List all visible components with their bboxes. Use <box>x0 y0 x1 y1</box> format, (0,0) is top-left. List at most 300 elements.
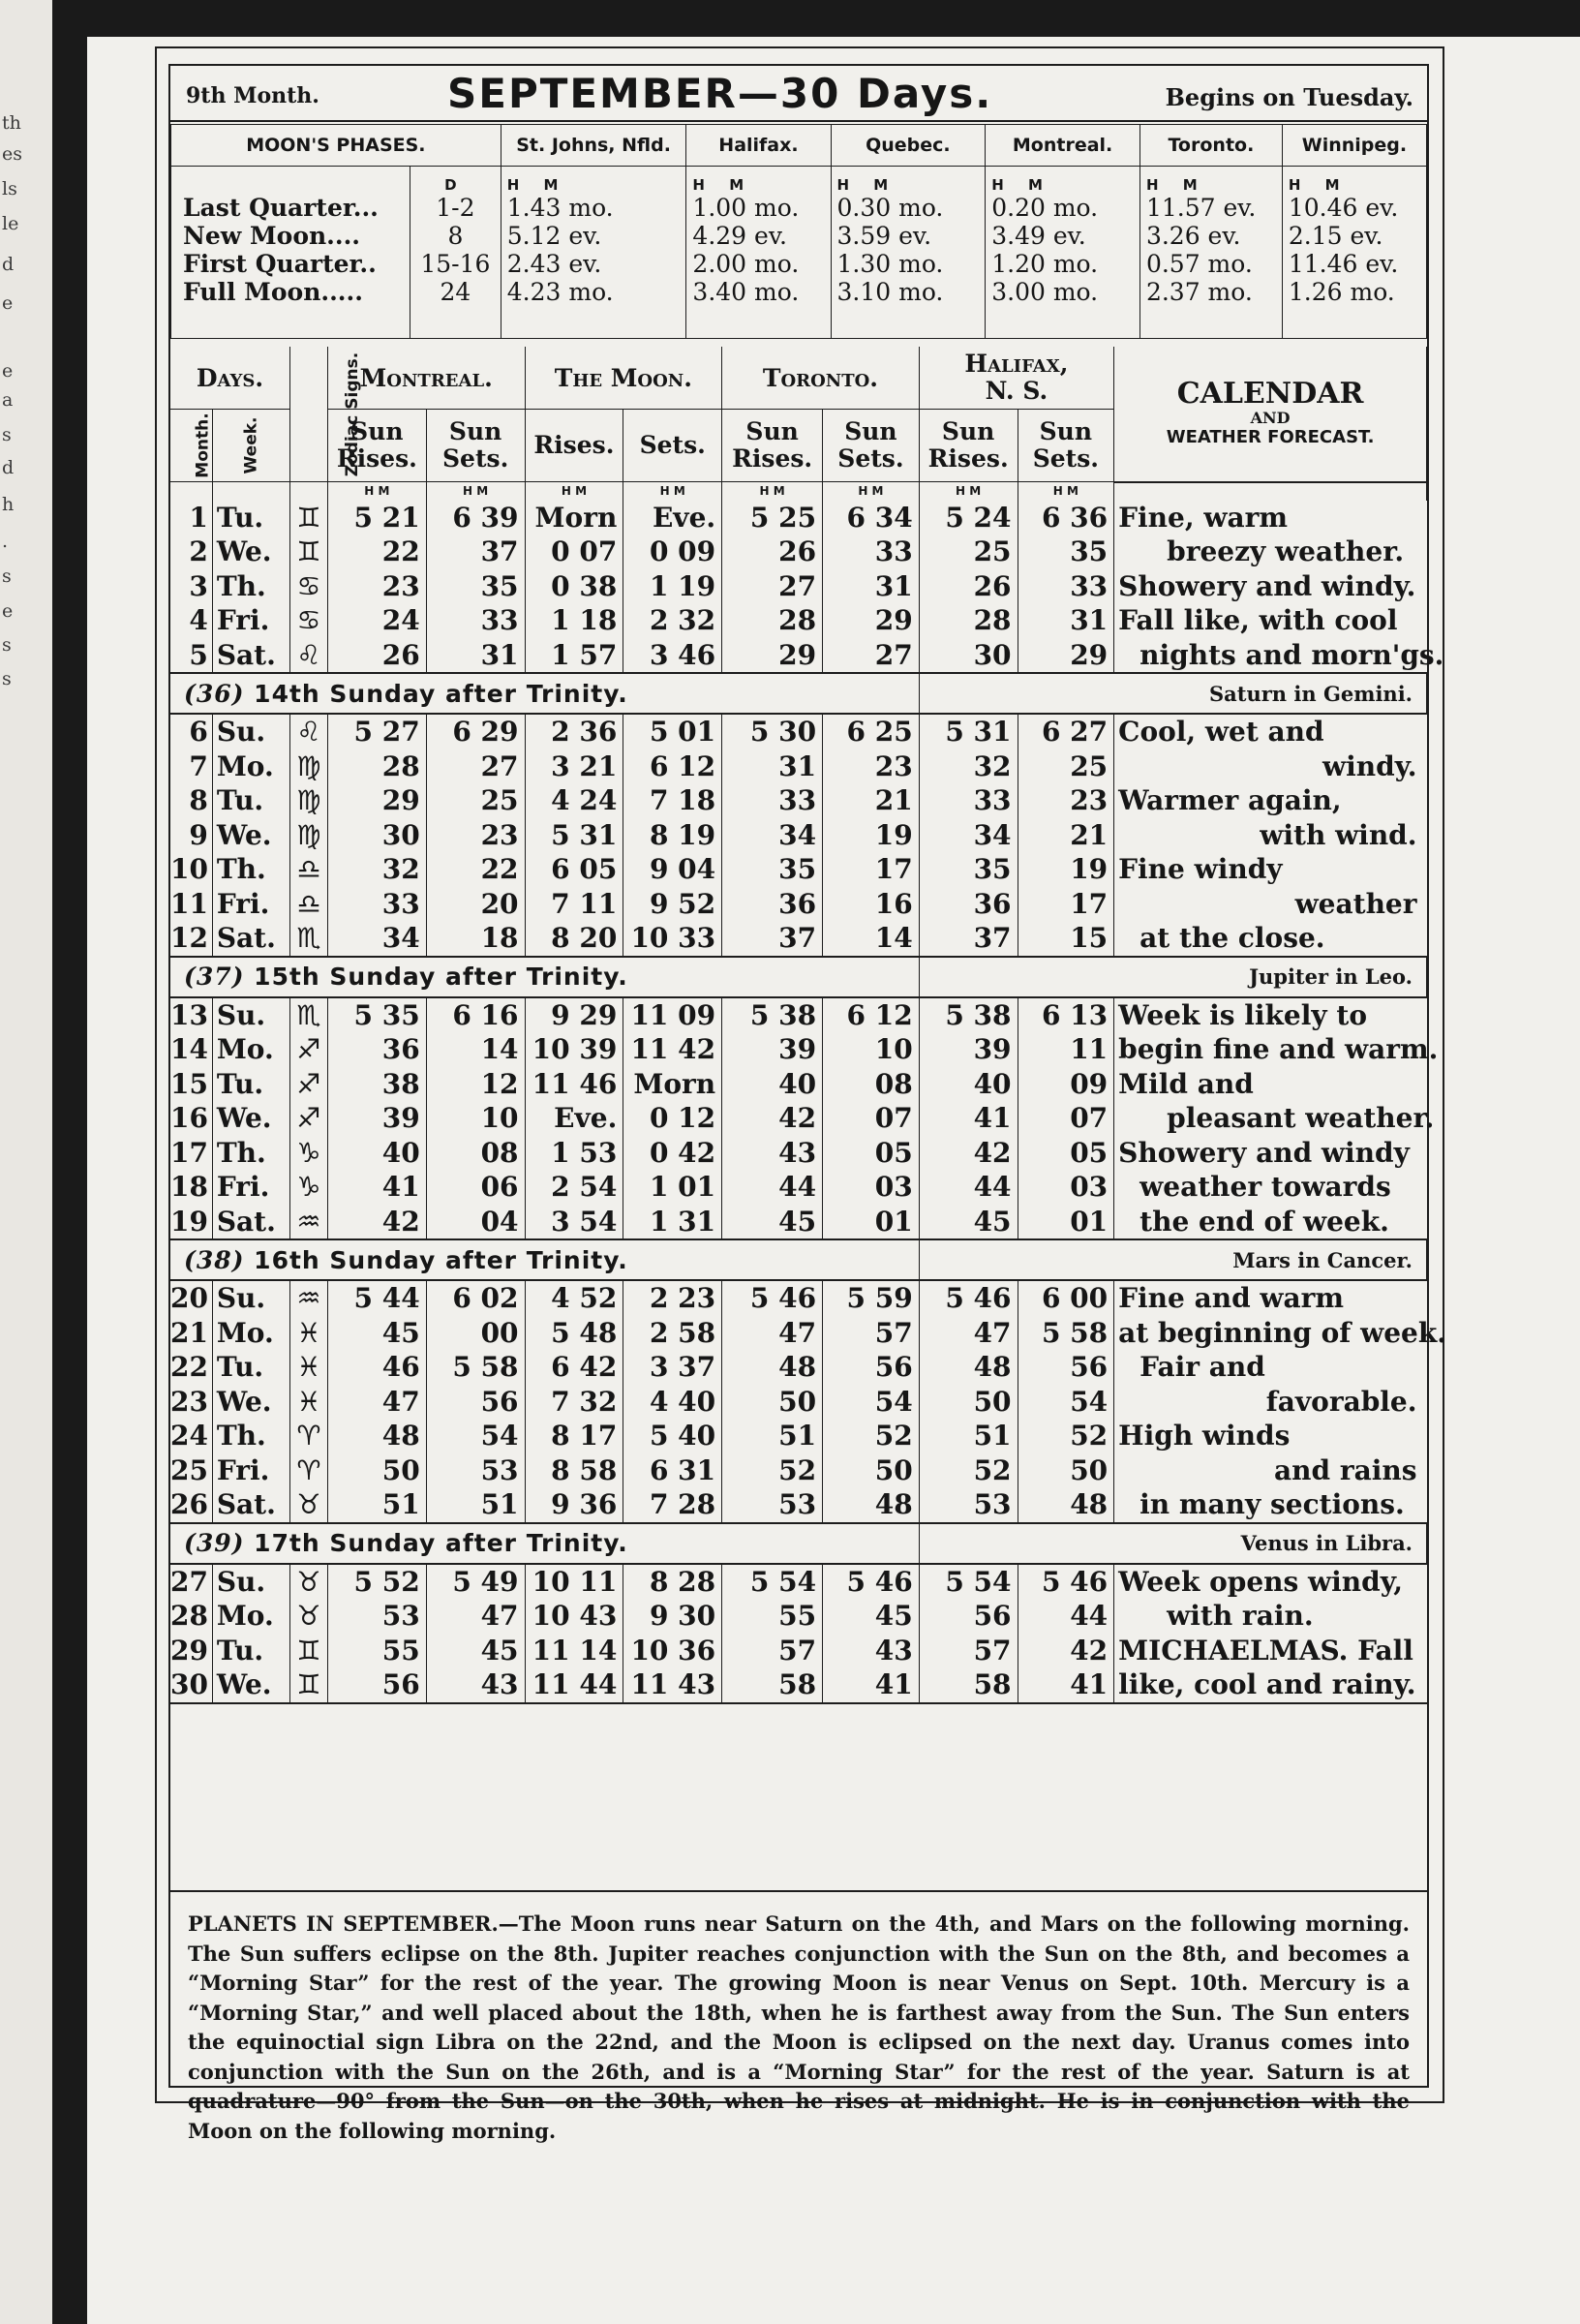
week-day: Sat. <box>212 921 289 957</box>
month-day: 30 <box>170 1667 212 1703</box>
phase-day: 24 <box>440 278 471 306</box>
phase-time: 1.30 mo. <box>836 250 944 278</box>
planet-note: Jupiter in Leo. <box>919 957 1426 997</box>
month-day-header: Month. <box>170 410 212 482</box>
montreal-sun-rise: 51 <box>327 1487 426 1523</box>
planets-heading: PLANETS IN SEPTEMBER. <box>188 1911 499 1936</box>
toronto-sun-set: 29 <box>823 603 920 638</box>
adjacent-page-fragment: . <box>2 531 9 552</box>
weather-forecast: like, cool and rainy. <box>1114 1667 1427 1703</box>
montreal-sun-set: 14 <box>426 1032 525 1067</box>
moon-set: 8 19 <box>623 818 722 853</box>
zodiac-sign: ♐ <box>289 1032 327 1067</box>
week-day: We. <box>212 1385 289 1420</box>
toronto-sun-set: 57 <box>823 1316 920 1351</box>
month-day: 3 <box>170 569 212 604</box>
montreal-sun-set: 43 <box>426 1667 525 1703</box>
halifax-sun-sets-header: Sun Sets. <box>1018 410 1114 482</box>
month-day: 27 <box>170 1564 212 1600</box>
week-day: Mo. <box>212 1316 289 1351</box>
halifax-sun-rise: 52 <box>919 1453 1018 1488</box>
week-day: We. <box>212 535 289 569</box>
zodiac-sign: ♎ <box>289 887 327 922</box>
city-header: Montreal. <box>986 125 1140 167</box>
toronto-sun-rise: 51 <box>722 1419 823 1453</box>
moon-set: 6 31 <box>623 1453 722 1488</box>
halifax-sun-set: 15 <box>1018 921 1114 957</box>
moon-set: 2 32 <box>623 603 722 638</box>
week-day: We. <box>212 818 289 853</box>
montreal-sun-rise: 34 <box>327 921 426 957</box>
toronto-sun-rise: 50 <box>722 1385 823 1420</box>
adjacent-page-fragment: s <box>2 668 12 689</box>
zodiac-sign: ♊ <box>289 1667 327 1703</box>
day-row <box>170 1067 1427 1102</box>
toronto-sun-set: 6 34 <box>823 501 920 535</box>
moon-set: 0 12 <box>623 1101 722 1136</box>
day-row <box>170 1564 1427 1600</box>
day-row <box>170 1280 1427 1316</box>
toronto-sun-set: 6 12 <box>823 997 920 1033</box>
day-row <box>170 603 1427 638</box>
moon-set: 11 09 <box>623 997 722 1033</box>
moon-set: 1 01 <box>623 1170 722 1205</box>
week-day: Sat. <box>212 638 289 674</box>
halifax-sun-set: 54 <box>1018 1385 1114 1420</box>
hm-label: H M <box>858 484 884 499</box>
moon-set: 8 28 <box>623 1564 722 1600</box>
zodiac-sign: ♈ <box>289 1453 327 1488</box>
month-day: 21 <box>170 1316 212 1351</box>
halifax-sun-rise: 34 <box>919 818 1018 853</box>
day-row <box>170 1170 1427 1205</box>
moon-set: 5 40 <box>623 1419 722 1453</box>
hm-label: H M <box>836 176 898 194</box>
zodiac-sign: ♍ <box>289 749 327 784</box>
phase-time: 2.00 mo. <box>692 250 800 278</box>
halifax-sun-rise: 47 <box>919 1316 1018 1351</box>
toronto-sun-rise: 26 <box>722 535 823 569</box>
halifax-sun-rise: 39 <box>919 1032 1018 1067</box>
toronto-sun-set: 33 <box>823 535 920 569</box>
toronto-sun-set: 31 <box>823 569 920 604</box>
sunday-title <box>170 673 919 714</box>
montreal-sun-rise: 55 <box>327 1634 426 1668</box>
month-day: 17 <box>170 1136 212 1171</box>
toronto-sun-set: 27 <box>823 638 920 674</box>
halifax-sun-set: 5 46 <box>1018 1564 1114 1600</box>
moon-set: 2 58 <box>623 1316 722 1351</box>
month-day: 24 <box>170 1419 212 1453</box>
halifax-sun-rise: 26 <box>919 569 1018 604</box>
hm-label: H M <box>991 176 1052 194</box>
halifax-sun-rise: 25 <box>919 535 1018 569</box>
toronto-sun-set: 05 <box>823 1136 920 1171</box>
city-phase-times <box>986 167 1140 339</box>
moon-set: 9 52 <box>623 887 722 922</box>
moon-set: 0 09 <box>623 535 722 569</box>
montreal-sun-set: 25 <box>426 783 525 818</box>
weather-forecast: windy. <box>1322 749 1417 782</box>
toronto-sun-set: 43 <box>823 1634 920 1668</box>
toronto-sun-set: 01 <box>823 1205 920 1240</box>
halifax-sun-rise: 48 <box>919 1350 1018 1385</box>
phase-time: 1.20 mo. <box>991 250 1099 278</box>
montreal-sun-rise: 46 <box>327 1350 426 1385</box>
montreal-sun-rise: 47 <box>327 1385 426 1420</box>
calendar-inner-frame <box>168 64 1446 2143</box>
hm-units-row <box>170 482 1427 501</box>
montreal-sun-set: 22 <box>426 852 525 887</box>
calendar-frame <box>155 46 1446 2143</box>
day-row <box>170 638 1427 674</box>
adjacent-page-fragment: s <box>2 424 12 445</box>
weather-forecast: Cool, wet and <box>1118 716 1324 749</box>
halifax-header: Halifax, N. S. <box>919 347 1113 410</box>
toronto-sun-sets-header: Sun Sets. <box>823 410 920 482</box>
weather-forecast: at the close. <box>1139 922 1325 955</box>
montreal-sun-set: 6 02 <box>426 1280 525 1316</box>
zodiac-sign: ♑ <box>289 1136 327 1171</box>
montreal-sun-rise: 45 <box>327 1316 426 1351</box>
week-number: (37) <box>184 963 245 991</box>
moon-rise: 0 07 <box>525 535 623 569</box>
planets-paragraph <box>188 1910 1410 2146</box>
toronto-sun-set: 48 <box>823 1487 920 1523</box>
montreal-sun-rise: 48 <box>327 1419 426 1453</box>
moon-rise: 3 54 <box>525 1205 623 1240</box>
halifax-sun-set: 21 <box>1018 818 1114 853</box>
halifax-sun-rise: 5 54 <box>919 1564 1018 1600</box>
begins-day: Begins on Tuesday. <box>1165 83 1413 111</box>
toronto-sun-rise: 58 <box>722 1667 823 1703</box>
moon-rise: 0 38 <box>525 569 623 604</box>
weather-forecast: begin fine and warm. <box>1118 1033 1439 1066</box>
montreal-sun-set: 45 <box>426 1634 525 1668</box>
week-day: Fri. <box>212 1453 289 1488</box>
moon-rise: 8 17 <box>525 1419 623 1453</box>
week-number: (38) <box>184 1245 245 1274</box>
halifax-sun-rise: 32 <box>919 749 1018 784</box>
hm-cell <box>1018 482 1114 501</box>
city-header: Quebec. <box>831 125 986 167</box>
phase-name: First Quarter.. <box>183 250 377 278</box>
montreal-sun-rise: 38 <box>327 1067 426 1102</box>
day-row <box>170 1385 1427 1420</box>
daily-almanac-table <box>170 347 1446 1704</box>
montreal-sun-rise: 5 35 <box>327 997 426 1033</box>
month-day: 9 <box>170 818 212 853</box>
weather-forecast: Fine, warm <box>1118 501 1288 534</box>
zodiac-sign: ♒ <box>289 1205 327 1240</box>
moon-set: 0 42 <box>623 1136 722 1171</box>
month-day: 2 <box>170 535 212 569</box>
city-phase-times <box>501 167 686 339</box>
calendar-forecast-header: CALENDAR AND WEATHER FORECAST. <box>1114 347 1427 482</box>
hm-label: H M <box>956 484 982 499</box>
days-header: Days. <box>170 347 289 410</box>
city-header: Winnipeg. <box>1282 125 1426 167</box>
adjacent-page-fragment: s <box>2 634 12 656</box>
weather-forecast: with rain. <box>1167 1600 1314 1633</box>
month-day: 13 <box>170 997 212 1033</box>
weather-forecast: breezy weather. <box>1167 535 1405 568</box>
day-row <box>170 1667 1427 1703</box>
day-row <box>170 714 1427 749</box>
toronto-sun-set: 16 <box>823 887 920 922</box>
week-day: Tu. <box>212 1067 289 1102</box>
phase-names <box>171 167 410 339</box>
hm-label: H M <box>692 176 754 194</box>
montreal-sun-rise: 24 <box>327 603 426 638</box>
phase-time: 2.43 ev. <box>506 250 602 278</box>
halifax-sun-set: 5 58 <box>1018 1316 1114 1351</box>
moon-rise: 10 11 <box>525 1564 623 1600</box>
toronto-sun-set: 17 <box>823 852 920 887</box>
toronto-sun-rise: 45 <box>722 1205 823 1240</box>
montreal-sun-set: 35 <box>426 569 525 604</box>
halifax-sun-rise: 5 38 <box>919 997 1018 1033</box>
montreal-sun-rise: 28 <box>327 749 426 784</box>
hm-cell <box>426 482 525 501</box>
phase-time: 5.12 ev. <box>506 222 602 250</box>
moon-set: 7 28 <box>623 1487 722 1523</box>
toronto-sun-rise: 47 <box>722 1316 823 1351</box>
sunday-row <box>170 673 1427 714</box>
week-day: Mo. <box>212 1032 289 1067</box>
weather-forecast: Mild and <box>1118 1067 1254 1100</box>
toronto-sun-rise: 34 <box>722 818 823 853</box>
toronto-sun-rise: 5 30 <box>722 714 823 749</box>
moon-phases-heading: MOON'S PHASES. <box>171 125 501 167</box>
halifax-sun-rise: 36 <box>919 887 1018 922</box>
weather-forecast: nights and morn'gs. <box>1139 638 1444 671</box>
week-day: Th. <box>212 569 289 604</box>
month-number: 9th Month. <box>186 83 319 108</box>
month-day: 19 <box>170 1205 212 1240</box>
halifax-sun-set: 01 <box>1018 1205 1114 1240</box>
day-row <box>170 1419 1427 1453</box>
phase-time: 2.15 ev. <box>1288 222 1383 250</box>
halifax-sun-set: 31 <box>1018 603 1114 638</box>
halifax-sun-rise: 35 <box>919 852 1018 887</box>
montreal-sun-rise: 50 <box>327 1453 426 1488</box>
zodiac-sign: ♌ <box>289 714 327 749</box>
halifax-sun-set: 41 <box>1018 1667 1114 1703</box>
halifax-sun-set: 09 <box>1018 1067 1114 1102</box>
toronto-sun-rise: 28 <box>722 603 823 638</box>
week-day: Tu. <box>212 501 289 535</box>
weather-forecast: MICHAELMAS. Fall <box>1118 1634 1413 1667</box>
day-row <box>170 569 1427 604</box>
week-day: Tu. <box>212 1350 289 1385</box>
weather-forecast: weather <box>1294 887 1417 920</box>
phase-time: 11.46 ev. <box>1288 250 1399 278</box>
zodiac-sign: ♊ <box>289 535 327 569</box>
moon-rise: 5 31 <box>525 818 623 853</box>
zodiac-sign: ♓ <box>289 1385 327 1420</box>
hm-label: H M <box>1052 484 1079 499</box>
week-day: Tu. <box>212 783 289 818</box>
montreal-sun-rise: 30 <box>327 818 426 853</box>
zodiac-sign: ♍ <box>289 818 327 853</box>
toronto-sun-rise: 53 <box>722 1487 823 1523</box>
week-day: We. <box>212 1101 289 1136</box>
phase-time: 3.00 mo. <box>991 278 1099 306</box>
week-day: Su. <box>212 1564 289 1600</box>
day-row <box>170 1101 1427 1136</box>
montreal-sun-set: 23 <box>426 818 525 853</box>
moon-rise: 8 20 <box>525 921 623 957</box>
day-row <box>170 501 1427 535</box>
moon-set: Eve. <box>623 501 722 535</box>
halifax-sun-rise: 41 <box>919 1101 1018 1136</box>
adjacent-page-fragment: a <box>2 389 14 411</box>
hm-cell <box>1114 482 1427 501</box>
halifax-sun-set: 25 <box>1018 749 1114 784</box>
month-day: 8 <box>170 783 212 818</box>
toronto-sun-set: 14 <box>823 921 920 957</box>
montreal-sun-set: 6 16 <box>426 997 525 1033</box>
moon-rise: 1 57 <box>525 638 623 674</box>
halifax-sun-set: 29 <box>1018 638 1114 674</box>
moon-sets-header: Sets. <box>623 410 722 482</box>
zodiac-sign: ♈ <box>289 1419 327 1453</box>
halifax-sun-rise: 53 <box>919 1487 1018 1523</box>
toronto-sun-rise: 35 <box>722 852 823 887</box>
weather-forecast: the end of week. <box>1139 1205 1389 1238</box>
month-day: 12 <box>170 921 212 957</box>
sunday-title <box>170 1239 919 1280</box>
moon-set: 10 33 <box>623 921 722 957</box>
toronto-sun-rise: 42 <box>722 1101 823 1136</box>
phase-time: 1.43 mo. <box>506 194 614 222</box>
hm-label: H M <box>759 484 785 499</box>
hm-cell <box>289 482 327 501</box>
phase-time: 4.23 mo. <box>506 278 614 306</box>
moon-set: 1 31 <box>623 1205 722 1240</box>
toronto-sun-rise: 55 <box>722 1599 823 1634</box>
hm-cell <box>327 482 426 501</box>
phase-time: 1.00 mo. <box>692 194 800 222</box>
toronto-sun-set: 52 <box>823 1419 920 1453</box>
phase-time: 3.49 ev. <box>991 222 1086 250</box>
day-row <box>170 535 1427 569</box>
moon-set: 9 04 <box>623 852 722 887</box>
moon-rise: Eve. <box>525 1101 623 1136</box>
city-phase-times <box>831 167 986 339</box>
adjacent-page-fragment: th <box>2 112 21 134</box>
planet-note: Mars in Cancer. <box>919 1239 1426 1280</box>
toronto-sun-set: 10 <box>823 1032 920 1067</box>
montreal-sun-set: 20 <box>426 887 525 922</box>
phase-time: 3.40 mo. <box>692 278 800 306</box>
halifax-sun-set: 6 13 <box>1018 997 1114 1033</box>
toronto-sun-rises-header: Sun Rises. <box>722 410 823 482</box>
montreal-sun-set: 5 58 <box>426 1350 525 1385</box>
phase-name: Last Quarter... <box>183 194 379 222</box>
zodiac-sign: ♏ <box>289 997 327 1033</box>
weather-forecast: Fine windy <box>1118 853 1283 886</box>
toronto-sun-rise: 39 <box>722 1032 823 1067</box>
montreal-sun-rise: 40 <box>327 1136 426 1171</box>
montreal-sun-rise: 23 <box>327 569 426 604</box>
month-day: 22 <box>170 1350 212 1385</box>
montreal-sun-set: 51 <box>426 1487 525 1523</box>
moon-rise: 6 42 <box>525 1350 623 1385</box>
halifax-sun-set: 33 <box>1018 569 1114 604</box>
moon-set: 6 12 <box>623 749 722 784</box>
day-row <box>170 1634 1427 1668</box>
week-day: Fri. <box>212 1170 289 1205</box>
zodiac-sign: ♉ <box>289 1487 327 1523</box>
day-row <box>170 1136 1427 1171</box>
toronto-sun-rise: 5 25 <box>722 501 823 535</box>
moon-rise: 5 48 <box>525 1316 623 1351</box>
moon-set: 3 37 <box>623 1350 722 1385</box>
phase-time: 0.30 mo. <box>836 194 944 222</box>
montreal-sun-set: 54 <box>426 1419 525 1453</box>
city-phase-times <box>686 167 831 339</box>
sunday-name: 15th Sunday after Trinity. <box>254 963 628 991</box>
day-row <box>170 1453 1427 1488</box>
toronto-sun-set: 03 <box>823 1170 920 1205</box>
moon-rise: 10 43 <box>525 1599 623 1634</box>
zodiac-sign: ♒ <box>289 1280 327 1316</box>
halifax-sun-set: 50 <box>1018 1453 1114 1488</box>
month-day: 20 <box>170 1280 212 1316</box>
toronto-sun-set: 41 <box>823 1667 920 1703</box>
day-row <box>170 1205 1427 1240</box>
halifax-sun-rise: 28 <box>919 603 1018 638</box>
toronto-sun-set: 23 <box>823 749 920 784</box>
halifax-sun-set: 52 <box>1018 1419 1114 1453</box>
day-row <box>170 818 1427 853</box>
weather-forecast: High winds <box>1118 1420 1291 1452</box>
moon-set: Morn <box>623 1067 722 1102</box>
halifax-sun-set: 05 <box>1018 1136 1114 1171</box>
moon-set: 11 43 <box>623 1667 722 1703</box>
moon-phases-table <box>170 124 1427 339</box>
adjacent-page-fragment: e <box>2 600 14 622</box>
hm-cell <box>623 482 722 501</box>
adjacent-page-fragment: d <box>2 254 15 275</box>
montreal-sun-set: 06 <box>426 1170 525 1205</box>
phase-time: 2.37 mo. <box>1145 278 1253 306</box>
phase-time: 1.26 mo. <box>1288 278 1395 306</box>
montreal-sun-sets-header: Sun Sets. <box>426 410 525 482</box>
halifax-sun-set: 35 <box>1018 535 1114 569</box>
month-day: 23 <box>170 1385 212 1420</box>
montreal-sun-set: 6 39 <box>426 501 525 535</box>
week-day: Th. <box>212 1419 289 1453</box>
moon-rise: 8 58 <box>525 1453 623 1488</box>
moon-set: 4 40 <box>623 1385 722 1420</box>
montreal-sun-set: 56 <box>426 1385 525 1420</box>
weather-forecast: with wind. <box>1260 818 1417 851</box>
month-day: 4 <box>170 603 212 638</box>
montreal-sun-rise: 5 44 <box>327 1280 426 1316</box>
day-row <box>170 887 1427 922</box>
moon-rise: 6 05 <box>525 852 623 887</box>
hm-cell <box>525 482 623 501</box>
week-day-header: Week. <box>212 410 289 482</box>
weather-forecast: Week opens windy, <box>1118 1565 1404 1598</box>
halifax-sun-rise: 30 <box>919 638 1018 674</box>
montreal-sun-rise: 39 <box>327 1101 426 1136</box>
halifax-sun-set: 23 <box>1018 783 1114 818</box>
halifax-sun-rise: 5 31 <box>919 714 1018 749</box>
